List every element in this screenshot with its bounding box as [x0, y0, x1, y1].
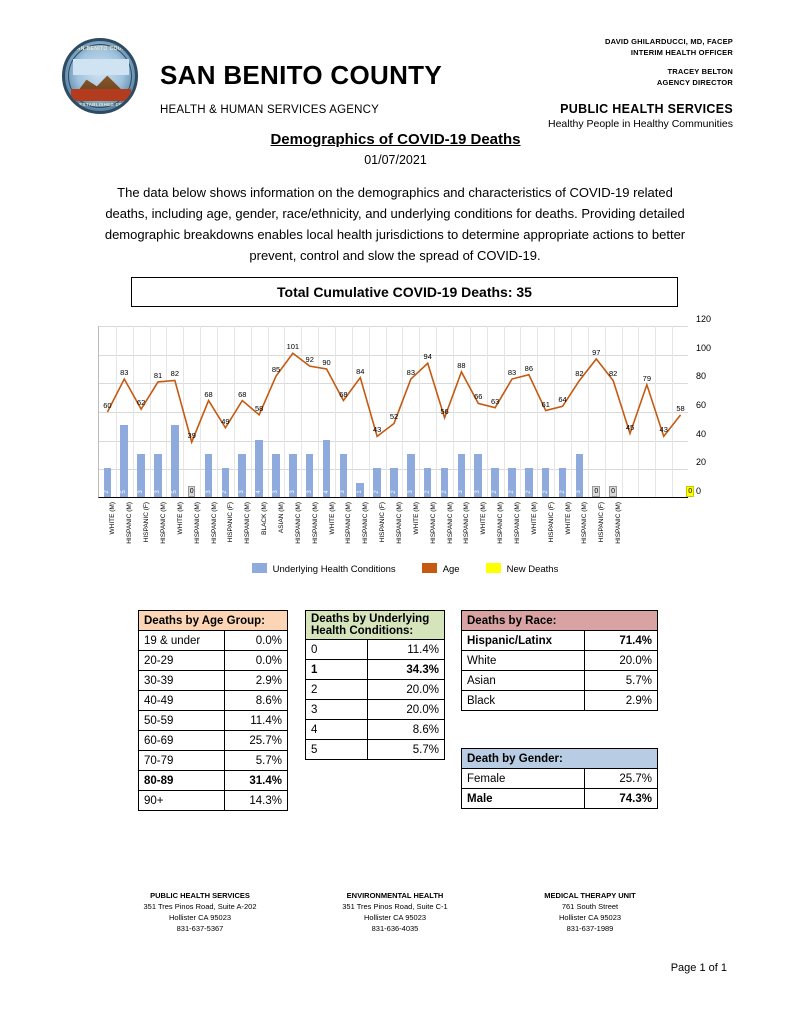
age-point-label: 63: [490, 396, 500, 406]
footer-addr-2: 351 Tres Pinos Road, Suite C-1: [342, 902, 448, 911]
bar-value-label: 3: [205, 490, 212, 494]
x-tick-label: HISPANIC (F): [227, 502, 235, 543]
bar-value-label: 5: [171, 490, 178, 494]
table-row: [306, 720, 445, 740]
table-row: [306, 680, 445, 700]
x-tick-label: WHITE (M): [480, 502, 488, 535]
row-value: 8.6%: [225, 691, 288, 711]
bar-value-label: 3: [272, 490, 279, 494]
row-label: Male: [462, 789, 585, 809]
row-value: 20.0%: [368, 700, 445, 720]
bar-value-label: 2: [525, 490, 532, 494]
legend-label-uhc: Underlying Health Conditions: [272, 564, 396, 575]
covid-deaths-chart: [60, 314, 750, 580]
age-point-label: 66: [474, 392, 483, 402]
health-officer-name: DAVID GHILARDUCCI, MD, FACEP: [605, 37, 733, 46]
age-point-label: 83: [406, 368, 416, 378]
health-officer-title: INTERIM HEALTH OFFICER: [630, 48, 733, 57]
footer-city-3: Hollister CA 95023: [558, 913, 622, 922]
intro-paragraph: The data below shows information on the demographics and characteristics of COVID-19 related deaths, including age, gender, race/ethnicity, and underlying conditions for deaths. Providing detailed demographic breakdowns enables local health jurisdictions to determine appropriate actions to better prevent, control and slow the spread of COVID-19.: [104, 185, 686, 263]
age-point-label: 68: [339, 389, 348, 399]
x-tick-label: HISPANIC (M): [193, 502, 201, 544]
x-tick-label: HISPANIC (M): [345, 502, 353, 544]
age-point-label: 92: [305, 355, 314, 365]
table-row: [306, 700, 445, 720]
table-header-row: [462, 749, 658, 769]
row-label: 60-69: [139, 731, 225, 751]
row-value: 25.7%: [225, 731, 288, 751]
footer-addr-1: 351 Tres Pinos Road, Suite A-202: [143, 902, 257, 911]
x-tick-label: HISPANIC (M): [294, 502, 302, 544]
x-tick-label: WHITE (M): [564, 502, 572, 535]
table-row: [462, 769, 658, 789]
bar-value-label: 5: [121, 490, 128, 494]
table-row: [139, 731, 288, 751]
row-value: 20.0%: [585, 651, 658, 671]
age-point-label: 90: [322, 358, 331, 367]
x-tick-label: WHITE (M): [328, 502, 336, 535]
x-tick-label: WHITE (M): [109, 502, 117, 535]
row-label: 30-39: [139, 671, 225, 691]
row-label: 90+: [139, 791, 225, 811]
age-point-label: 68: [204, 389, 213, 399]
row-value: 14.3%: [225, 791, 288, 811]
table-deaths-by-uhc: [305, 610, 445, 760]
x-tick-label: WHITE (M): [176, 502, 184, 535]
table-row: [462, 789, 658, 809]
footer-city-2: Hollister CA 95023: [363, 913, 427, 922]
x-tick-label: HISPANIC (M): [497, 502, 505, 544]
legend-swatch-newdeaths: [486, 563, 501, 573]
footer-col-medical-therapy: [495, 890, 685, 934]
table-header: Death by Gender:: [462, 749, 658, 769]
x-tick-label: HISPANIC (F): [598, 502, 606, 543]
table-row: [139, 791, 288, 811]
table-row: [462, 671, 658, 691]
age-point-label: 86: [524, 363, 534, 373]
x-tick-label: HISPANIC (M): [362, 502, 370, 544]
age-point-label: 56: [440, 406, 449, 416]
bar-value-label: 3: [289, 490, 296, 494]
bar-value-label: 2: [508, 490, 515, 494]
table-row: [462, 691, 658, 711]
bar-value-label: 4: [323, 490, 330, 494]
legend-swatch-uhc: [252, 563, 267, 573]
total-deaths-box: Total Cumulative COVID-19 Deaths: 35: [131, 277, 678, 307]
footer-phone-1: 831-637-5367: [176, 924, 224, 933]
x-tick-label: ASIAN (M): [278, 502, 285, 534]
x-tick-label: HISPANIC (M): [463, 502, 471, 544]
footer-col-public-health: [105, 890, 295, 934]
row-label: White: [462, 651, 585, 671]
row-label: 50-59: [139, 711, 225, 731]
row-value: 11.4%: [368, 640, 445, 660]
bar-value-label: 3: [154, 490, 161, 494]
row-value: 34.3%: [368, 660, 445, 680]
row-label: 1: [306, 660, 368, 680]
age-point-label: 62: [136, 398, 146, 408]
y-tick-label: 60: [696, 400, 707, 410]
document-header: [0, 18, 791, 130]
row-label: 4: [306, 720, 368, 740]
table-deaths-by-age: [138, 610, 288, 811]
seal-bottom-text: ESTABLISHED 1874: [79, 102, 127, 107]
row-label: Hispanic/Latinx: [462, 631, 585, 651]
row-label: 70-79: [139, 751, 225, 771]
table-row: [306, 740, 445, 760]
page-title: Demographics of COVID-19 Deaths: [270, 131, 521, 148]
bar-value-label: 3: [576, 490, 583, 494]
age-point-label: 58: [676, 403, 685, 413]
footer-addr-3: 761 South Street: [561, 902, 619, 911]
x-tick-label: HISPANIC (F): [379, 502, 387, 543]
agency-director-title: AGENCY DIRECTOR: [656, 78, 733, 87]
row-value: 25.7%: [585, 769, 658, 789]
bar-value-label: 3: [458, 490, 465, 494]
header-contacts: [433, 36, 733, 130]
bar-value-label: 2: [374, 490, 381, 494]
table-row: [306, 640, 445, 660]
bar-zero: 0: [189, 488, 194, 495]
x-tick-label: HISPANIC (M): [446, 502, 454, 544]
bar-value-label: 1: [357, 490, 364, 494]
age-point-label: 61: [541, 399, 550, 409]
row-label: 3: [306, 700, 368, 720]
table-row: [139, 751, 288, 771]
row-value: 74.3%: [585, 789, 658, 809]
agency-director-name: TRACEY BELTON: [667, 67, 733, 76]
age-point-label: 83: [507, 368, 517, 378]
row-value: 5.7%: [585, 671, 658, 691]
table-header: Deaths by Race:: [462, 611, 658, 631]
row-value: 8.6%: [368, 720, 445, 740]
row-value: 0.0%: [225, 631, 288, 651]
footer-phone-2: 831-636-4035: [371, 924, 419, 933]
row-value: 2.9%: [225, 671, 288, 691]
bar-value-label: 2: [492, 490, 499, 494]
bar-value-label: 3: [340, 490, 347, 494]
table-row: [139, 651, 288, 671]
row-value: 5.7%: [368, 740, 445, 760]
table-deaths-by-race: [461, 610, 658, 711]
row-label: Black: [462, 691, 585, 711]
age-point-label: 58: [254, 403, 264, 413]
legend-item-newdeaths: [486, 563, 559, 575]
age-point-label: 43: [372, 425, 382, 435]
bar-value-label: 2: [390, 490, 397, 494]
x-tick-label: HISPANIC (M): [244, 502, 252, 544]
row-value: 11.4%: [225, 711, 288, 731]
age-point-label: 85: [271, 365, 281, 375]
bar-value-label: 3: [407, 490, 414, 494]
x-tick-label: HISPANIC (F): [547, 502, 555, 543]
footer-title-3: MEDICAL THERAPY UNIT: [544, 891, 636, 900]
bar-value-label: 2: [104, 490, 111, 494]
table-row: [462, 631, 658, 651]
bar-value-label: 3: [239, 490, 246, 494]
county-seal-logo: [62, 38, 138, 114]
age-point-label: 43: [659, 425, 668, 435]
table-header: Deaths by Underlying Health Conditions:: [306, 611, 445, 640]
x-tick-label: HISPANIC (M): [615, 502, 623, 544]
bar-value-label: 3: [475, 490, 482, 494]
row-value: 0.0%: [225, 651, 288, 671]
x-tick-label: HISPANIC (M): [514, 502, 521, 544]
legend-item-age: [422, 563, 460, 575]
table-header-row: [139, 611, 288, 631]
y-tick-label: 40: [696, 428, 707, 439]
bar-value-label: 2: [424, 490, 431, 494]
age-point-label: 97: [592, 347, 601, 357]
x-tick-label: HISPANIC (M): [396, 502, 403, 544]
legend-label-newdeaths: New Deaths: [506, 564, 559, 575]
bar-value-label: 2: [559, 490, 566, 494]
chart-x-axis-labels: [98, 500, 688, 562]
bar-zero: 0: [611, 488, 616, 495]
row-value: 31.4%: [225, 771, 288, 791]
age-point-label: 82: [170, 369, 180, 379]
footer-title-1: PUBLIC HEALTH SERVICES: [150, 891, 250, 900]
x-tick-label: HISPANIC (M): [210, 502, 218, 544]
row-label: 2: [306, 680, 368, 700]
legend-item-uhc: [252, 563, 396, 575]
footer-col-environmental-health: [300, 890, 490, 934]
bar-value-label: 2: [542, 490, 549, 494]
x-tick-label: HISPANIC (M): [581, 502, 589, 544]
row-label: Asian: [462, 671, 585, 691]
age-point-label: 101: [286, 342, 300, 352]
age-point-label: 88: [457, 360, 466, 370]
x-tick-label: BLACK (M): [261, 502, 269, 535]
y-tick-label: 120: [696, 314, 712, 324]
chart-y-axis-labels: [690, 314, 724, 504]
table-row: [139, 711, 288, 731]
division-name: PUBLIC HEALTH SERVICES: [560, 102, 733, 116]
table-row: [139, 631, 288, 651]
age-point-label: 64: [558, 395, 567, 405]
bar-value-label: 3: [138, 490, 145, 494]
bar-zero: 0: [594, 488, 599, 495]
row-label: 80-89: [139, 771, 225, 791]
row-label: 40-49: [139, 691, 225, 711]
age-point-label: 84: [356, 366, 365, 376]
row-value: 2.9%: [585, 691, 658, 711]
county-name: SAN BENITO COUNTY: [160, 60, 442, 90]
age-point-label: 52: [389, 412, 399, 422]
agency-name: HEALTH & HUMAN SERVICES AGENCY: [160, 104, 380, 116]
age-point-label: 82: [608, 369, 618, 379]
age-point-label: 60: [103, 401, 112, 410]
row-label: 0: [306, 640, 368, 660]
footer-city-1: Hollister CA 95023: [168, 913, 232, 922]
y-tick-label: 100: [696, 342, 712, 353]
age-point-label: 94: [423, 352, 432, 362]
row-label: Female: [462, 769, 585, 789]
x-tick-label: HISPANIC (M): [429, 502, 437, 544]
row-value: 71.4%: [585, 631, 658, 651]
footer-title-2: ENVIRONMENTAL HEALTH: [346, 891, 444, 900]
age-point-label: 79: [642, 373, 652, 383]
x-tick-label: HISPANIC (M): [126, 502, 134, 544]
y-tick-label: 80: [696, 371, 707, 382]
division-tagline: Healthy People in Healthy Communities: [547, 118, 733, 130]
table-header-row: [462, 611, 658, 631]
chart-plot-area: [98, 326, 693, 498]
table-header: Deaths by Age Group:: [139, 611, 288, 631]
age-point-label: 68: [238, 389, 247, 399]
x-tick-label: WHITE (M): [530, 502, 538, 535]
row-label: 5: [306, 740, 368, 760]
age-point-label: 39: [187, 431, 196, 441]
age-point-label: 81: [153, 370, 163, 380]
x-tick-label: HISPANIC (M): [311, 502, 319, 544]
seal-top-text: SAN BENITO COUNTY: [72, 46, 134, 52]
row-value: 5.7%: [225, 751, 288, 771]
table-deaths-by-gender: [461, 748, 658, 809]
x-tick-label: HISPANIC (F): [143, 502, 151, 543]
x-tick-label: HISPANIC (M): [160, 502, 167, 544]
table-row: [306, 660, 445, 680]
bar-value-label: 3: [306, 490, 313, 494]
table-row: [139, 691, 288, 711]
table-row: [139, 671, 288, 691]
y-tick-label: 20: [696, 457, 707, 468]
legend-swatch-age: [422, 563, 437, 573]
age-point-label: 82: [575, 369, 584, 379]
x-tick-label: WHITE (M): [412, 502, 420, 535]
age-point-label: 45: [625, 422, 635, 432]
bar-value-label: 4: [256, 490, 263, 494]
chart-legend: [60, 563, 750, 575]
bar-value-label: 2: [441, 490, 448, 494]
report-date: 01/07/2021: [364, 153, 427, 167]
row-label: 19 & under: [139, 631, 225, 651]
row-label: 20-29: [139, 651, 225, 671]
table-header-row: [306, 611, 445, 640]
row-value: 20.0%: [368, 680, 445, 700]
page-number: Page 1 of 1: [670, 962, 727, 974]
footer-phone-3: 831-637-1989: [566, 924, 614, 933]
legend-label-age: Age: [442, 564, 460, 575]
table-row: [139, 771, 288, 791]
age-point-label: 49: [221, 416, 230, 426]
table-row: [462, 651, 658, 671]
y-tick-label: 0: [696, 486, 702, 496]
age-point-label: 83: [120, 368, 129, 378]
bar-new-deaths: 0: [688, 488, 693, 495]
bar-value-label: 2: [222, 490, 229, 494]
